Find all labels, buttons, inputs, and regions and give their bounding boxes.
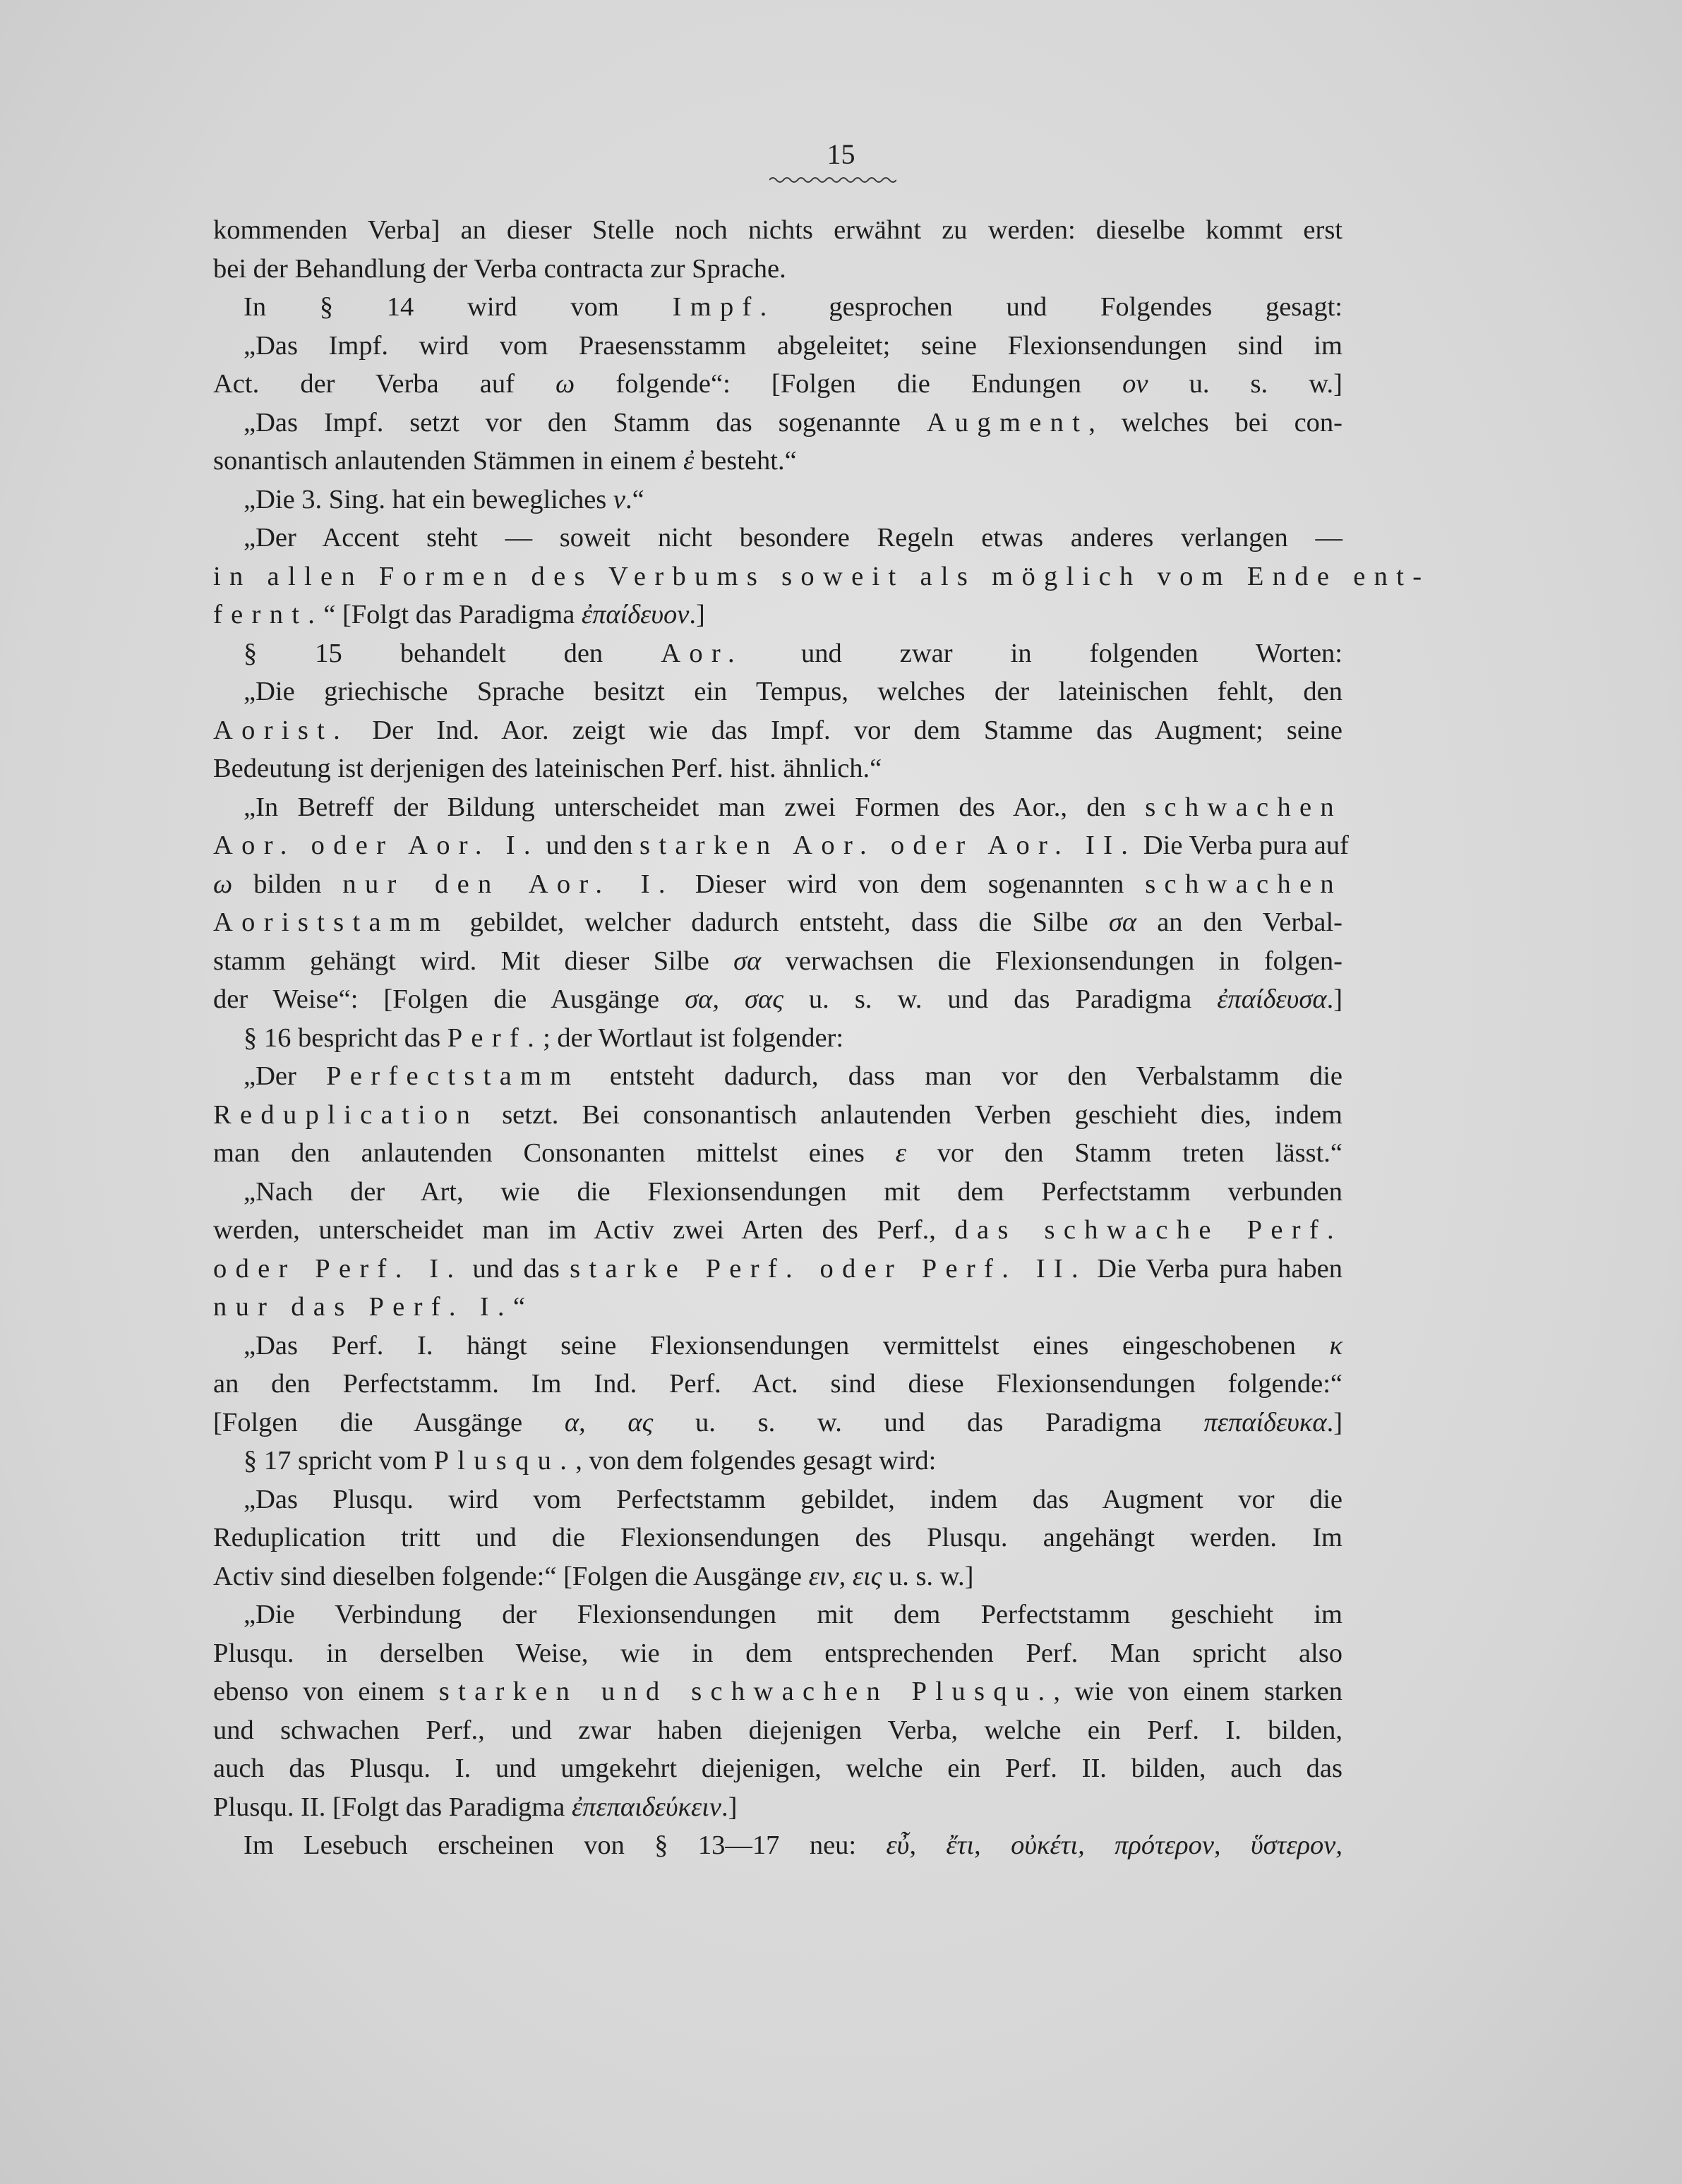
spaced-term: fernt. [213,600,324,629]
text-run: Plusqu. in derselben Weise, wie in dem entsprechenden Perf. Man spricht also [213,1638,1342,1668]
greek-term: σα, σας [685,984,783,1014]
greek-term: σα [733,946,762,976]
text-line [213,1635,1342,1672]
text-line [213,1212,1342,1248]
spaced-term: Perf. [447,1022,543,1053]
spaced-term: starke Perf. oder Perf. II. [570,1253,1087,1284]
text-run: bilden [232,869,343,899]
text-line [244,1058,1342,1094]
greek-term: ω [555,369,575,399]
greek-term: ἐπαίδευσα [1217,984,1327,1014]
spaced-term: das schwache Perf. [954,1215,1342,1245]
text-line [213,904,1342,941]
spaced-term: Perfectstamm [326,1061,580,1091]
spaced-term: Aoriststamm [213,907,450,937]
text-line [213,251,1342,287]
text-run: “ [Folgt das Paradigma [323,600,582,629]
text-line [244,1481,1342,1518]
greek-term: ἐ [683,446,695,476]
text-run: „Das Impf. setzt vor den Stamm das sogenannte [244,407,927,438]
text-run: Die Verba pura haben [1086,1253,1342,1284]
text-line [213,596,1342,633]
text-line [213,1712,1342,1749]
text-line [213,1289,1342,1325]
spaced-term: Aor. oder Aor. I. [213,831,539,860]
greek-term: ε [895,1138,906,1168]
text-line [244,404,1342,441]
spaced-term: schwachen [1145,792,1342,822]
greek-term: κ [1329,1330,1342,1361]
text-run: besteht.“ [694,446,797,476]
text-line [244,1020,1342,1056]
greek-term: εὖ, ἔτι, οὐκέτι, πρότερον, ὕστερον, [886,1830,1343,1860]
text-run: kommenden Verba] an dieser Stelle noch nichts erwähnt zu werden: dieselbe kommt erst [213,215,1342,245]
text-run: § 16 bespricht das [244,1022,447,1053]
spaced-term: Impf. [672,292,776,322]
text-run: an den Perfectstamm. Im Ind. Perf. Act. sind diese Flexionsendungen folgende:“ [213,1369,1342,1399]
text-line [213,366,1342,402]
text-line [213,1673,1342,1710]
text-line [244,1174,1342,1210]
greek-term: ω [213,869,233,899]
text-run: „Nach der Art, wie die Flexionsendungen mit dem Perfectstamm verbunden [244,1176,1342,1207]
text-line [213,558,1431,595]
text-line [244,519,1342,556]
text-run: man den anlautenden Consonanten mittelst eines [213,1138,896,1168]
text-run: „Das Plusqu. wird vom Perfectstamm gebildet, indem das Augment vor die [244,1484,1342,1514]
greek-term: πεπαίδευκα [1203,1407,1327,1437]
greek-term: ν [613,484,625,514]
text-run: setzt. Bei consonantisch anlautenden Verben geschieht dies, indem [479,1099,1342,1130]
text-run: folgende“: [Folgen die Endungen [575,369,1123,399]
text-run: und schwachen Perf., und zwar haben diejenigen Verba, welche ein Perf. I. bilden, [213,1715,1342,1745]
text-run: § 17 spricht vom [244,1446,434,1476]
text-run: „Die griechische Sprache besitzt ein Tempus, welches der lateinischen fehlt, den [244,677,1342,706]
spaced-term: oder Perf. I. [213,1253,463,1284]
text-run: und den [539,831,640,860]
text-run: .] [721,1792,738,1822]
text-run: u. s. w. und das Paradigma [653,1407,1204,1437]
text-line [244,1827,1342,1864]
greek-term: ἐπαίδευον [581,600,690,629]
text-run: an den Verbal- [1136,907,1343,937]
spaced-term: Aor. [661,638,743,668]
text-run: In § 14 wird vom [244,292,673,322]
text-run: „In Betreff der Bildung unterscheidet man zwei Formen des Aor., den [244,792,1146,822]
page-number: 15 [827,138,855,170]
text-run: .] [689,600,705,629]
text-line [213,212,1342,248]
spaced-term: Reduplication [213,1099,479,1130]
text-line [213,750,1342,787]
text-line [213,981,1342,1018]
spaced-term: Augment [926,407,1089,438]
text-run: Im Lesebuch erscheinen von § 13—17 neu: [244,1830,887,1860]
text-run: ; der Wortlaut ist folgender: [543,1022,844,1053]
text-line [213,1365,1342,1402]
spaced-term: in allen Formen des Verbums soweit als möglich vom Ende ent- [213,561,1431,591]
text-line [213,1789,1342,1826]
spaced-term: Plusqu. [433,1446,576,1476]
text-run: , welches bei con- [1088,407,1342,438]
text-line [244,1327,1342,1364]
text-run: gebildet, welcher dadurch entsteht, dass die Silbe [449,907,1109,937]
text-run: ebenso von einem [213,1677,439,1706]
text-run: Bedeutung ist derjenigen des lateinischen Perf. hist. ähnlich.“ [213,754,882,783]
text-run: verwachsen die Flexionsendungen in folgen- [761,946,1342,976]
spaced-term: starken Aor. oder Aor. II. [639,831,1137,860]
spaced-term: starken und schwachen Plusqu. [438,1677,1054,1706]
text-line [213,1404,1342,1441]
wavy-rule-ornament [769,175,896,185]
text-line [213,1135,1342,1171]
text-line [213,866,1342,903]
text-run: „Der [244,1061,327,1091]
text-line [244,635,1342,672]
text-line [244,1442,1342,1479]
text-run: “ [512,1292,525,1322]
text-run: Reduplication tritt und die Flexionsendungen des Plusqu. angehängt werden. Im [213,1523,1342,1552]
text-run: .] [1326,984,1343,1014]
greek-term: ἐπεπαιδεύκειν [571,1792,721,1822]
text-line [213,712,1342,749]
text-run: der Weise“: [Folgen die Ausgänge [213,984,685,1014]
text-run: Plusqu. II. [Folgt das Paradigma [213,1792,572,1822]
text-line [213,1250,1342,1287]
text-run: [Folgen die Ausgänge [213,1407,565,1437]
greek-term: σα [1108,907,1137,937]
spaced-term: nur den Aor. I. [342,869,674,899]
text-run: bei der Behandlung der Verba contracta zur Sprache. [213,253,786,284]
text-run: Die Verba pura auf [1136,831,1349,860]
text-line [244,673,1342,710]
text-run: Dieser wird von dem sogenannten [673,869,1146,899]
text-run: und zwar in folgenden Worten: [743,638,1342,668]
text-line [244,481,1342,518]
text-run: .] [1326,1407,1343,1437]
greek-term: α, ας [564,1407,654,1437]
text-run: .“ [625,484,644,514]
text-run: vor den Stamm treten lässt.“ [906,1138,1342,1168]
text-run: „Die Verbindung der Flexionsendungen mit dem Perfectstamm geschieht im [244,1600,1342,1629]
text-run: u. s. w.] [882,1561,974,1591]
text-line [213,442,1342,479]
text-line [213,1750,1342,1787]
text-run: stamm gehängt wird. Mit dieser Silbe [213,946,734,976]
text-line [213,1558,1342,1595]
text-line [244,289,1342,325]
text-line [213,943,1342,979]
greek-term: ον [1122,369,1148,399]
text-run: gesprochen und Folgendes gesagt: [775,292,1343,322]
text-line [244,789,1342,826]
text-run: „Das Impf. wird vom Praesensstamm abgeleitet; seine Flexionsendungen sind im [244,330,1342,361]
greek-term: ειν, εις [808,1561,882,1591]
text-line [213,827,1349,864]
text-line [244,1596,1342,1633]
text-line [244,327,1342,364]
text-run: , von dem folgendes gesagt wird: [575,1446,937,1476]
text-run: werden, unterscheidet man im Activ zwei Arten des Perf., [213,1215,955,1245]
text-run: Activ sind dieselben folgende:“ [Folgen die Ausgänge [213,1561,809,1591]
text-line [213,1519,1342,1556]
text-run: und das [462,1253,570,1284]
text-run: u. s. w. und das Paradigma [783,984,1218,1014]
text-run: Act. der Verba auf [213,369,556,399]
text-run: entsteht dadurch, dass man vor den Verbalstamm die [579,1061,1342,1091]
spaced-term: Aorist. [213,715,349,745]
text-run: „Der Accent steht — soweit nicht besondere Regeln etwas anderes verlangen — [244,523,1342,553]
text-run: „Die 3. Sing. hat ein bewegliches [244,484,613,514]
text-run: auch das Plusqu. I. und umgekehrt diejenigen, welche ein Perf. II. bilden, auch das [213,1754,1342,1783]
text-run: § 15 behandelt den [244,638,661,668]
spaced-term: schwachen [1145,869,1343,899]
text-run: „Das Perf. I. hängt seine Flexionsendungen vermittelst eines eingeschobenen [244,1330,1330,1361]
text-run: Der Ind. Aor. zeigt wie das Impf. vor dem Stamme das Augment; seine [349,715,1342,745]
text-run: u. s. w.] [1148,369,1343,399]
text-run: , wie von einem starken [1053,1677,1342,1706]
spaced-term: nur das Perf. I. [213,1292,513,1322]
text-line [213,1097,1342,1133]
text-run: sonantisch anlautenden Stämmen in einem [213,446,684,476]
